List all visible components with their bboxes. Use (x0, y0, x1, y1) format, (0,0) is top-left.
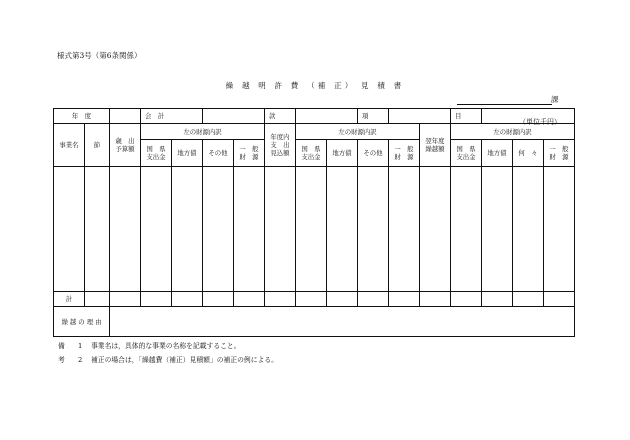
column-local-bond: 地方債 (482, 140, 513, 167)
column-division: 節 (85, 124, 110, 167)
item-value (389, 109, 451, 124)
note-text: 事業名は，具体的な事業の名称を記載すること。 (91, 342, 241, 350)
year-label: 年 度 (54, 109, 110, 124)
section-label: 款 (265, 109, 296, 124)
total-label: 計 (54, 292, 85, 307)
reason-label: 繰 越 の 理 由 (54, 307, 110, 337)
department-suffix: 課 (551, 95, 559, 104)
column-other: その他 (203, 140, 234, 167)
column-subsidy: 国 県 支出金 (296, 140, 327, 167)
total-row (54, 292, 575, 307)
unit-label: （単位千円） (519, 118, 561, 126)
column-subsidy: 国 県 支出金 (141, 140, 172, 167)
account-label: 会 計 (141, 109, 203, 124)
column-general: 一 般 財 源 (544, 140, 575, 167)
expected-source-breakdown: 左の財源内訳 (296, 124, 420, 140)
form-number: 様式第3号（第6条関係） (57, 51, 142, 60)
column-annual-budget: 歳 出 予算額 (110, 124, 141, 167)
document-title: 繰 越 明 許 費 （補 正） 見 積 書 (225, 81, 405, 90)
column-general: 一 般 財 源 (234, 140, 265, 167)
note-text: 補正の場合は，「繰越費（補正）見積額」の補正の例による。 (91, 356, 278, 364)
reason-row (54, 307, 575, 337)
column-project-name: 事業名 (54, 124, 85, 167)
column-local-bond: 地方債 (172, 140, 203, 167)
year-value (110, 109, 141, 124)
section-value (296, 109, 358, 124)
column-other-alt: 何 々 (513, 140, 544, 167)
carryover-estimate-table (53, 108, 575, 337)
item-label: 項 (358, 109, 389, 124)
column-fiscal-year-expected: 年度内 支 出 見込額 (265, 124, 296, 167)
note-number: 1 (78, 342, 83, 350)
reason-value (110, 307, 575, 337)
budget-source-breakdown: 左の財源内訳 (141, 124, 265, 140)
column-other: その他 (358, 140, 389, 167)
entry-row (54, 167, 575, 292)
department-line (457, 104, 552, 105)
subitem-label: 目 (451, 109, 482, 124)
header-row (54, 109, 575, 124)
account-value (203, 109, 265, 124)
note-number: 2 (78, 356, 83, 364)
notes-heading: 備考 (58, 342, 65, 364)
column-local-bond: 地方債 (327, 140, 358, 167)
carryover-source-breakdown: 左の財源内訳 (451, 124, 575, 140)
column-general: 一 般 財 源 (389, 140, 420, 167)
column-subsidy: 国 県 支出金 (451, 140, 482, 167)
column-carryover-amount: 翌年度 繰越額 (420, 124, 451, 167)
